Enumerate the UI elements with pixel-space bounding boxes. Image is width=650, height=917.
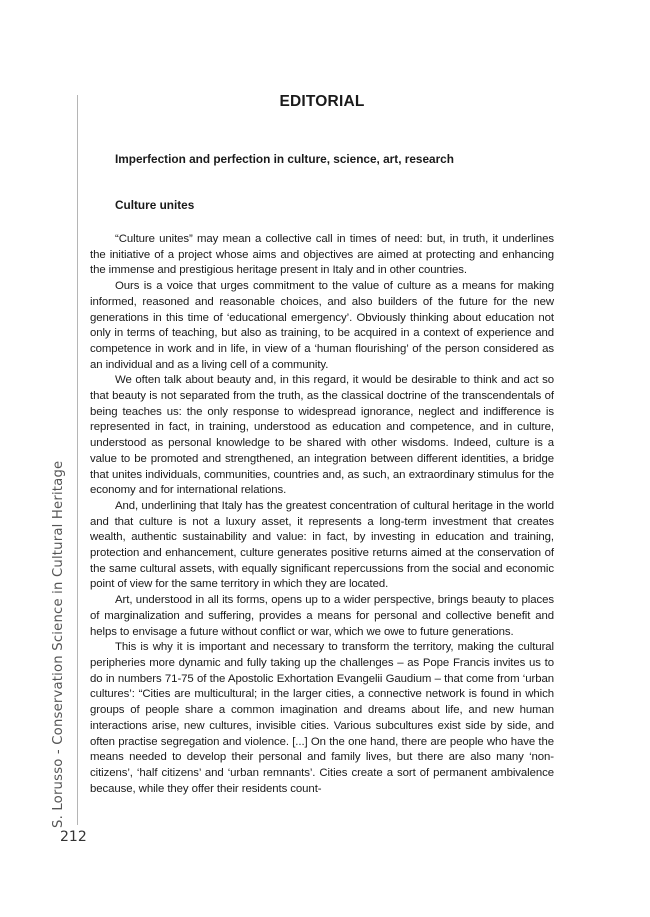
paragraph: Ours is a voice that urges commitment to the value of culture as a means for making informed, reasoned and reasonable choices, and also builders of the future for the new generations in this time of ‘educational emergency’. Obviously thinking about education not only in terms of teaching, but also as training, to be acquired in a context of experience and competence in work and in life, in view of a ‘human flourishing’ of the person considered as an individual and as a living cell of a community.: [90, 280, 554, 371]
paragraph: We often talk about beauty and, in this regard, it would be desirable to think and act so that beauty is not separated from the truth, as the classical doctrine of the transcendentals of being teaches us: the only response to widespread ignorance, neglect and indifference is represented in fact, in training, understood as education and competence, and in culture, understood as personal knowledge to be shared with other wisdoms. Indeed, culture is a value to be promoted and strengthened, an integration between different identities, a bridge that unites individuals, communities, countries and, as such, an extraordinary stimulus for the economy and for international relations.: [90, 374, 554, 497]
paragraph: Art, understood in all its forms, opens up to a wider perspective, brings beauty to places of marginalization and suffering, provides a means for personal and collective benefit and helps to envisage a future without conflict or war, which we owe to future generations.: [90, 594, 554, 638]
running-head-text: S. Lorusso - Conservation Science in Cultural Heritage: [51, 460, 66, 828]
paragraph: And, underlining that Italy has the greatest concentration of cultural heritage in the world and that culture is not a luxury asset, it represents a long-term investment that creates wealth, authentic sustainability and value: in fact, by investing in education and training, protection and enhancement, culture generates positive returns aimed at the conservation of the same cultural assets, with equally significant repercussions from the social and economic point of view for the same territory in which they are located.: [90, 499, 554, 591]
paragraph: This is why it is important and necessary to transform the territory, making the cultural peripheries more dynamic and fully taking up the challenges – as Pope Francis invites us to do in numbers 71-75 of the Apostolic Exhortation Evangelii Gaudium – that come from ‘urban cultures’: “Cities are multicultural; in the larger cities, a connective network is found in which groups of people share a common imagination and dreams about life, and new human interactions arise, new cultures, invisible cities. Various subcultures exist side by side, and often practise segregation and violence. [...] On the one hand, there are people who have the means needed to develop their personal and family lives, but there are also many ‘non-citizens’, ‘half citizens’ and ‘urban remnants’. Cities create a sort of permanent ambivalence because, while they offer their residents count-: [90, 641, 554, 795]
article-body: [90, 232, 554, 797]
margin-rule: [77, 95, 78, 825]
article-subtitle: Imperfection and perfection in culture, science, art, research: [115, 152, 454, 166]
section-title: Culture unites: [115, 198, 195, 212]
paragraph: “Culture unites” may mean a collective call in times of need: but, in truth, it underlines the initiative of a project whose aims and objectives are aimed at protecting and enhancing the immense and prestigious heritage present in Italy and in other countries.: [90, 233, 554, 277]
page-title: EDITORIAL: [279, 93, 365, 110]
page-number: 212: [60, 829, 87, 845]
